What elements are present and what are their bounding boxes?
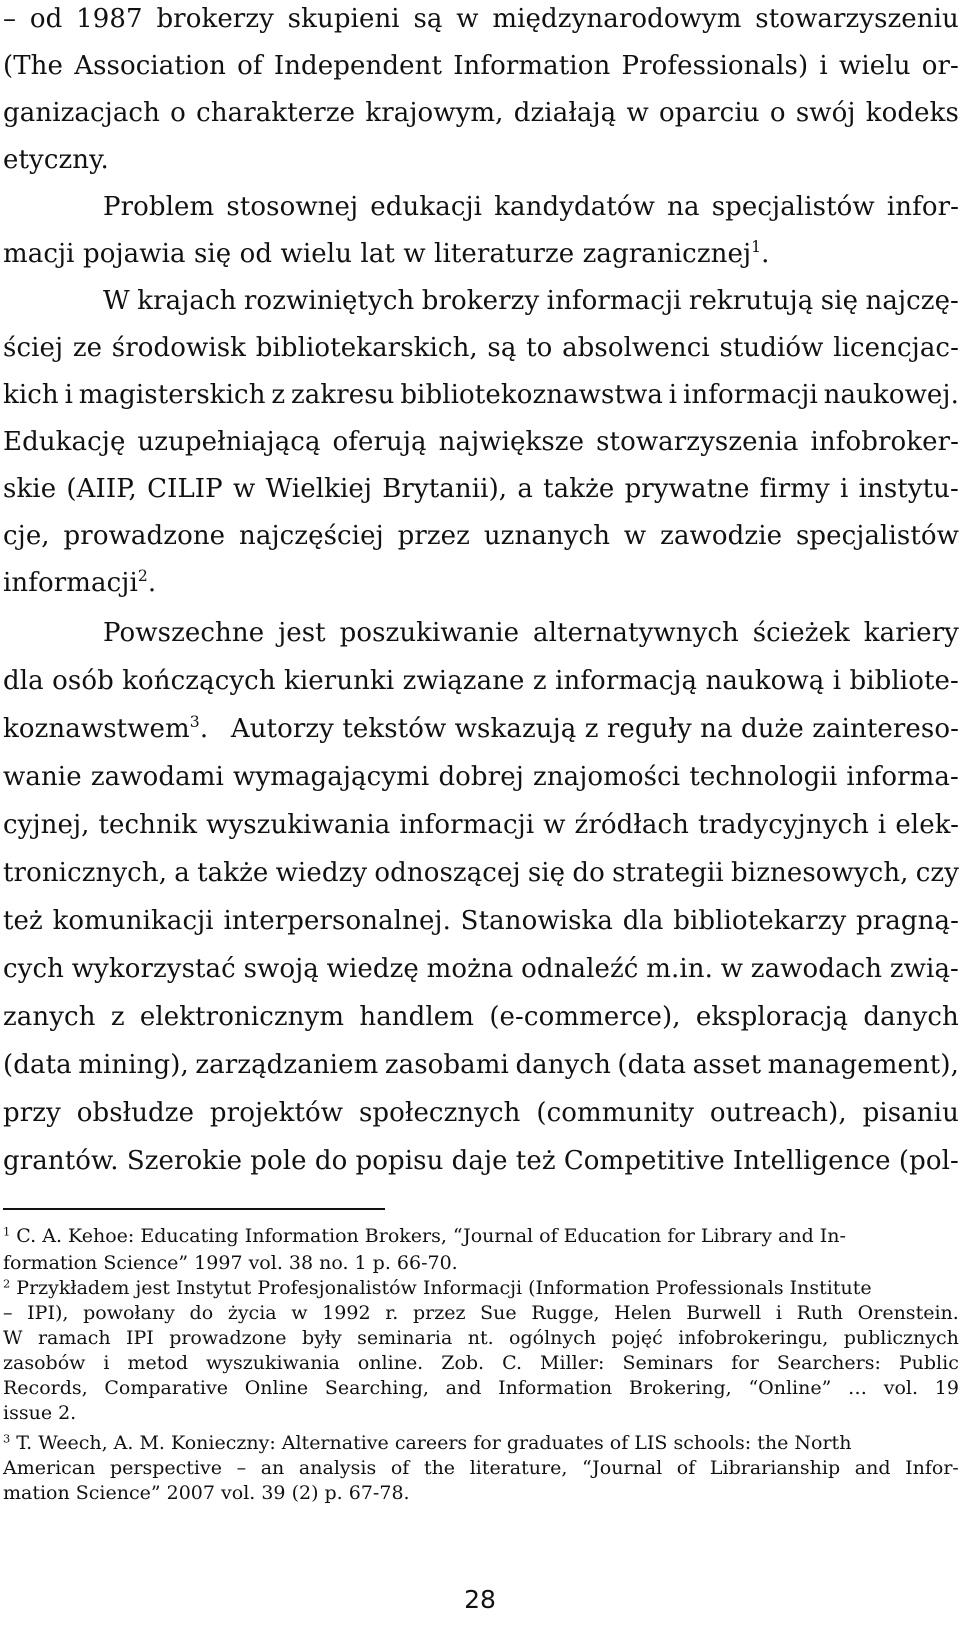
word: magisterskich: [78, 380, 266, 410]
word: technik: [98, 810, 198, 840]
word: działają: [513, 98, 617, 128]
footnote-text: Przykładem jest Instytut Profesjonalistów Informacji (Information Professionals Institute: [16, 1277, 872, 1299]
word: zakresu: [290, 380, 395, 410]
word: Records,: [3, 1377, 88, 1399]
text-line: [3, 87, 959, 139]
word: najczęściej: [239, 521, 384, 551]
word: tradycyjnych: [697, 810, 869, 840]
word: oferują: [332, 427, 427, 457]
word: popisu: [355, 1146, 444, 1176]
word: odnoszącej: [374, 858, 521, 888]
text-line: [3, 40, 959, 92]
word: związane: [402, 666, 525, 696]
word: dobrej: [438, 762, 524, 792]
word: firmy: [759, 474, 830, 504]
word: (data: [617, 1050, 687, 1080]
word: informacją: [555, 666, 698, 696]
footnote-line: [3, 1223, 959, 1250]
word: w: [720, 954, 744, 984]
word: największe: [438, 427, 585, 457]
word: Association: [74, 51, 226, 81]
word: uzupełniającą: [137, 427, 321, 457]
word: poszukiwanie: [339, 618, 520, 648]
word: Librarianship: [709, 1457, 841, 1479]
word: cje,: [3, 521, 50, 551]
text-line: [3, 1087, 959, 1139]
word: daje: [451, 1146, 508, 1176]
word: Rugge,: [531, 1302, 600, 1324]
word: and: [854, 1457, 891, 1479]
word: bibliote-: [849, 666, 959, 696]
text-line-content: koznawstwem: [3, 714, 190, 744]
word: –: [3, 1302, 13, 1324]
word: 19: [934, 1377, 959, 1399]
text-line: [3, 510, 959, 562]
word: przy: [3, 1098, 61, 1128]
footnote-separator: [3, 1208, 385, 1210]
word: licencjac-: [833, 333, 959, 363]
word: pragną-: [856, 906, 959, 936]
word: ogólnych: [509, 1327, 597, 1349]
word: …: [848, 1377, 868, 1399]
word: specjalistów: [795, 521, 959, 551]
footnote-line: [3, 1300, 959, 1327]
word: bibliotekarskich,: [255, 333, 478, 363]
word: zanych: [3, 1002, 96, 1032]
word: najczę-: [865, 286, 959, 316]
footnote-ref: 1: [751, 237, 762, 256]
word: kandydatów: [494, 192, 656, 222]
footnote-text: C. A. Kehoe: Educating Information Brokers, “Journal of Education for Library and In-: [16, 1225, 846, 1247]
word: handlem: [359, 1002, 475, 1032]
word: także: [543, 474, 615, 504]
word: obsłudze: [76, 1098, 195, 1128]
word: rekrutują: [688, 286, 814, 316]
word: alternatywnych: [533, 618, 739, 648]
word: w: [232, 474, 256, 504]
word: technologii: [689, 762, 838, 792]
word: osób: [52, 666, 114, 696]
word: online.: [357, 1352, 424, 1374]
word: Information: [498, 1377, 613, 1399]
word: Brytanii),: [382, 474, 508, 504]
word: i: [832, 666, 842, 696]
word: Brokering,: [628, 1377, 732, 1399]
footnote-line: issue 2.: [3, 1402, 77, 1424]
word: od: [29, 4, 63, 34]
word: for: [731, 1352, 759, 1374]
word: zwią-: [889, 954, 959, 984]
text-line: [3, 557, 959, 609]
word: do: [189, 1302, 214, 1324]
word: w: [626, 98, 649, 128]
word: strategii: [612, 858, 724, 888]
word: Independent: [273, 51, 442, 81]
word: i: [103, 1352, 110, 1374]
text-line: [103, 181, 959, 233]
word: kierunki: [284, 666, 395, 696]
word: czy: [915, 858, 959, 888]
word: w: [543, 810, 566, 840]
word: Searching,: [324, 1377, 429, 1399]
word: and: [445, 1377, 482, 1399]
word: z: [271, 380, 286, 410]
footnote-line: [3, 1375, 959, 1402]
text-line: [3, 655, 959, 707]
text-line: [3, 1039, 959, 1091]
word: Miller:: [540, 1352, 605, 1374]
word: infor-: [886, 192, 959, 222]
word: danych: [515, 1050, 611, 1080]
word: powołany: [83, 1302, 175, 1324]
text-line: [3, 895, 959, 947]
word: of: [237, 51, 263, 81]
word: Searchers:: [776, 1352, 881, 1374]
word: seminaria: [357, 1327, 453, 1349]
footnote-first: [3, 1223, 846, 1250]
word: znajomości: [533, 762, 681, 792]
word: z: [532, 666, 547, 696]
word: wiedzę: [326, 954, 419, 984]
word: IPI: [125, 1327, 154, 1349]
word: 1987: [76, 4, 143, 34]
text-line-content: macji pojawia się od wielu lat w literaturze zagranicznej: [3, 239, 752, 269]
word: Professionals): [621, 51, 809, 81]
word: charakterze: [196, 98, 356, 128]
word: z: [110, 1002, 125, 1032]
word: asset: [692, 1050, 762, 1080]
text-line: [103, 275, 959, 327]
footnote-line: [3, 1325, 959, 1352]
word: perspective: [109, 1457, 222, 1479]
word: W: [103, 286, 130, 316]
word: infobroker-: [810, 427, 959, 457]
footnote-ref: 3: [189, 712, 200, 731]
word: wykorzystać: [71, 954, 236, 984]
word: metod: [127, 1352, 189, 1374]
word: zasobami: [384, 1050, 509, 1080]
word: or-: [921, 51, 959, 81]
text-line: [3, 416, 959, 468]
word: pojęć: [611, 1327, 663, 1349]
word: Burwell: [686, 1302, 762, 1324]
word: wiedzy: [275, 858, 368, 888]
text-line: [3, 751, 959, 803]
word: studiów: [719, 333, 824, 363]
word: Online: [244, 1377, 309, 1399]
word: –: [236, 1457, 247, 1479]
text-line: [3, 228, 959, 280]
word: i: [775, 1302, 782, 1324]
word: też: [515, 1146, 556, 1176]
word: są: [413, 4, 443, 34]
word: 1992: [322, 1302, 371, 1324]
word: dla: [622, 906, 664, 936]
word: cyjnej,: [3, 810, 90, 840]
word: infobrokeringu,: [678, 1327, 829, 1349]
word: danych: [863, 1002, 959, 1032]
word: (The: [3, 51, 64, 81]
word: r.: [385, 1302, 399, 1324]
word: literature,: [469, 1457, 568, 1479]
word: kodeks: [865, 98, 959, 128]
word: Information: [453, 51, 611, 81]
word: Infor-: [905, 1457, 959, 1479]
word: ganizacjach: [3, 98, 160, 128]
footnote-number: 2: [3, 1276, 11, 1291]
word: zasobów: [3, 1352, 86, 1374]
word: Zob.: [441, 1352, 485, 1374]
word: “Journal: [582, 1457, 663, 1479]
word: są: [487, 333, 517, 363]
word: nt.: [467, 1327, 494, 1349]
word: informacji: [399, 810, 535, 840]
sentence-end: .: [199, 714, 209, 744]
word: of: [390, 1457, 410, 1479]
word: a: [517, 474, 533, 504]
word: prowadzone: [169, 1327, 287, 1349]
word: przez: [397, 521, 470, 551]
word: do: [314, 1146, 348, 1176]
word: Intelligence: [732, 1146, 891, 1176]
word: bibliotekoznawstwa: [400, 380, 663, 410]
word: (AIIP,: [66, 474, 137, 504]
word: do: [572, 858, 605, 888]
word: a: [174, 858, 190, 888]
word: można: [426, 954, 514, 984]
word: uznanych: [483, 521, 611, 551]
word: ściej: [3, 333, 64, 363]
word: dla: [3, 666, 44, 696]
word: brokerzy: [421, 286, 540, 316]
word: Ruth: [796, 1302, 843, 1324]
word: instytu-: [858, 474, 959, 504]
word: absolwenci: [562, 333, 710, 363]
word: kończących: [122, 666, 276, 696]
word: W: [3, 1327, 23, 1349]
text-line-content: informacji: [3, 568, 138, 598]
word: biznesowych,: [731, 858, 909, 888]
word: rozwiniętych: [243, 286, 415, 316]
footnote-line: formation Science” 1997 vol. 38 no. 1 p. 66-70.: [3, 1252, 458, 1274]
word: informa-: [846, 762, 959, 792]
word: swoją: [243, 954, 319, 984]
word: przez: [412, 1302, 466, 1324]
word: w: [456, 4, 479, 34]
word: zarządzaniem: [195, 1050, 379, 1080]
page-number: 28: [464, 1585, 496, 1614]
word: oparciu: [659, 98, 760, 128]
word: pisaniu: [862, 1098, 959, 1128]
word: jest: [278, 618, 326, 648]
word: i: [877, 810, 887, 840]
word: stosownej: [226, 192, 359, 222]
word: wymagającymi: [233, 762, 430, 792]
footnote-ref: 2: [137, 566, 148, 585]
word: (community: [536, 1098, 694, 1128]
word: o: [769, 98, 786, 128]
footnote-number: 1: [3, 1224, 11, 1239]
word: Seminars: [622, 1352, 714, 1374]
word: Stanowiska: [460, 906, 613, 936]
word: ze: [72, 333, 103, 363]
word: w: [291, 1302, 308, 1324]
word: IPI),: [27, 1302, 69, 1324]
word: także: [197, 858, 269, 888]
word: zawodach: [750, 954, 883, 984]
word: Orenstein.: [857, 1302, 959, 1324]
footnote-line: [3, 1350, 959, 1377]
word: grantów.: [3, 1146, 119, 1176]
word: Wielkiej: [265, 474, 373, 504]
text-line: [3, 991, 959, 1043]
word: były: [301, 1327, 342, 1349]
word: Sue: [480, 1302, 517, 1324]
word: w: [623, 521, 647, 551]
text-line: [3, 847, 959, 899]
word: skie: [3, 474, 57, 504]
text-line-lead: [3, 703, 208, 755]
word: prowadzone: [63, 521, 226, 551]
word: się: [820, 286, 859, 316]
footnote-line: [3, 1275, 959, 1302]
word: krajowym,: [365, 98, 504, 128]
word: pole: [250, 1146, 307, 1176]
word: specjalistów: [711, 192, 875, 222]
word: życia: [227, 1302, 277, 1324]
word: Comparative: [104, 1377, 228, 1399]
word: C.: [502, 1352, 523, 1374]
sentence-end: .: [147, 568, 157, 598]
word: źródłach: [574, 810, 690, 840]
word: the: [423, 1457, 456, 1479]
word: interpersonalnej.: [223, 906, 451, 936]
word: mining),: [78, 1050, 189, 1080]
word: wyszukiwania: [206, 810, 391, 840]
word: społecznych: [358, 1098, 521, 1128]
word: of: [676, 1457, 696, 1479]
word: stowarzyszeniu: [755, 4, 959, 34]
word: naukową: [705, 666, 825, 696]
word: projektów: [209, 1098, 344, 1128]
word: American: [3, 1457, 96, 1479]
word: elek-: [895, 810, 959, 840]
sentence-end: .: [761, 239, 770, 269]
text-line: etyczny.: [3, 145, 109, 175]
text-line: [3, 369, 959, 421]
word: wielu: [839, 51, 911, 81]
text-line: [3, 0, 959, 45]
word: “Online”: [748, 1377, 832, 1399]
word: analysis: [298, 1457, 377, 1479]
footnote-line: mation Science” 2007 vol. 39 (2) p. 67-78.: [3, 1482, 410, 1504]
word: też: [3, 906, 43, 936]
word: bibliotekarzy: [673, 906, 847, 936]
word: Edukację: [3, 427, 126, 457]
word: skupieni: [287, 4, 400, 34]
word: się: [527, 858, 566, 888]
text-line-content: Autorzy tekstów wskazują z reguły na duże zaintereso-: [230, 714, 959, 744]
word: (data: [3, 1050, 72, 1080]
word: to: [526, 333, 553, 363]
text-line: [3, 703, 959, 755]
text-line: [103, 607, 959, 659]
word: Szerokie: [126, 1146, 243, 1176]
word: brokerzy: [156, 4, 274, 34]
word: komunikacji: [52, 906, 214, 936]
footnote-line: [3, 1430, 959, 1457]
text-line: [3, 943, 959, 995]
word: edukacji: [370, 192, 483, 222]
word: Problem: [103, 192, 215, 222]
word: krajach: [137, 286, 237, 316]
word: Competitive: [563, 1146, 725, 1176]
word: na: [667, 192, 700, 222]
word: i: [840, 474, 849, 504]
footnote-line: [3, 1455, 959, 1482]
word: tronicznych,: [3, 858, 168, 888]
word: –: [3, 4, 17, 34]
word: stowarzyszenia: [596, 427, 799, 457]
word: i: [64, 380, 73, 410]
word: prywatne: [624, 474, 750, 504]
word: Powszechne: [103, 618, 265, 648]
word: eksploracją: [695, 1002, 849, 1032]
word: i: [819, 51, 828, 81]
word: cych: [3, 954, 64, 984]
word: naukowej.: [823, 380, 959, 410]
word: (e-commerce),: [489, 1002, 681, 1032]
word: środowisk: [111, 333, 247, 363]
word: vol.: [883, 1377, 919, 1399]
text-line: [3, 799, 959, 851]
word: publicznych: [843, 1327, 959, 1349]
text-line: [3, 1135, 959, 1187]
word: zawodami: [90, 762, 224, 792]
word: i: [668, 380, 678, 410]
word: międzynarodowym: [492, 4, 742, 34]
word: zawodzie: [660, 521, 783, 551]
word: wanie: [3, 762, 82, 792]
word: kich: [3, 380, 59, 410]
word: ramach: [37, 1327, 111, 1349]
word: outreach),: [709, 1098, 847, 1128]
text-line: [3, 463, 959, 515]
word: Public: [898, 1352, 959, 1374]
text-line: [3, 322, 959, 374]
word: informacji: [546, 286, 682, 316]
word: management),: [767, 1050, 959, 1080]
word: o: [170, 98, 186, 128]
word: elektronicznym: [139, 1002, 345, 1032]
word: ścieżek: [752, 618, 850, 648]
footnote-text: T. Weech, A. M. Konieczny: Alternative careers for graduates of LIS schools: the North: [16, 1432, 852, 1454]
word: swój: [795, 98, 856, 128]
word: an: [260, 1457, 285, 1479]
word: kariery: [863, 618, 959, 648]
footnote-number: 3: [3, 1431, 11, 1446]
word: CILIP: [147, 474, 223, 504]
word: odnaleźć: [521, 954, 639, 984]
word: informacji: [683, 380, 818, 410]
word: Helen: [614, 1302, 672, 1324]
word: (pol-: [898, 1146, 959, 1176]
word: wyszukiwania: [206, 1352, 340, 1374]
word: m.in.: [646, 954, 713, 984]
